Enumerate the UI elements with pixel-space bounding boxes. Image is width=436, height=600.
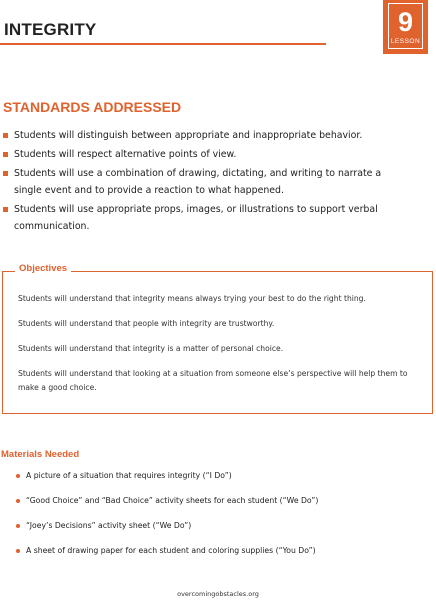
- footer-url: overcomingobstacles.org: [177, 590, 259, 598]
- objective-item: Students will understand that people with integrity are trustworthy.: [18, 319, 275, 328]
- square-bullet-icon: [3, 207, 8, 212]
- materials-item-text: “Joey’s Decisions” activity sheet (“We Do”): [26, 521, 192, 530]
- materials-item: [0, 494, 420, 519]
- objectives-list: [18, 292, 413, 406]
- materials-item: [0, 544, 420, 569]
- objective-item: Students will understand that looking at a situation from someone else’s perspective will help them to make a good choice.: [18, 369, 408, 392]
- objective-item: Students will understand that integrity means always trying your best to do the right thing.: [18, 294, 366, 303]
- round-bullet-icon: [16, 524, 20, 528]
- square-bullet-icon: [3, 152, 8, 157]
- objective-item: Students will understand that integrity is a matter of personal choice.: [18, 344, 284, 353]
- standards-item: [0, 165, 410, 199]
- standards-item: [0, 201, 410, 235]
- standards-item: [0, 127, 410, 144]
- standards-item-text: Students will use appropriate props, images, or illustrations to support verbal communication.: [14, 204, 378, 232]
- materials-item-text: A sheet of drawing paper for each student and coloring supplies (“You Do”): [26, 546, 316, 555]
- square-bullet-icon: [3, 171, 8, 176]
- title-divider: [0, 43, 326, 45]
- standards-list: [0, 127, 410, 237]
- standards-item: [0, 146, 410, 163]
- lesson-badge-frame: [388, 3, 423, 49]
- round-bullet-icon: [16, 474, 20, 478]
- materials-item-text: “Good Choice” and “Bad Choice” activity sheets for each student (“We Do”): [26, 496, 319, 505]
- standards-item-text: Students will distinguish between appropriate and inappropriate behavior.: [14, 130, 363, 141]
- standards-item-text: Students will use a combination of drawing, dictating, and writing to narrate a single event and to provide a reaction to what happened.: [14, 168, 382, 196]
- square-bullet-icon: [3, 133, 8, 138]
- lesson-number: 9: [397, 7, 414, 37]
- materials-item-text: A picture of a situation that requires integrity (“I Do”): [26, 471, 232, 480]
- lesson-label: LESSON: [390, 38, 421, 45]
- materials-list: [0, 469, 420, 569]
- page-title: INTEGRITY: [4, 20, 97, 39]
- standards-heading: STANDARDS ADDRESSED: [3, 99, 182, 115]
- materials-item: [0, 519, 420, 544]
- materials-heading: Materials Needed: [1, 449, 80, 460]
- round-bullet-icon: [16, 549, 20, 553]
- round-bullet-icon: [16, 499, 20, 503]
- materials-item: [0, 469, 420, 494]
- standards-item-text: Students will respect alternative points of view.: [14, 149, 237, 160]
- lesson-badge: [383, 0, 428, 54]
- objectives-heading: Objectives: [15, 263, 71, 274]
